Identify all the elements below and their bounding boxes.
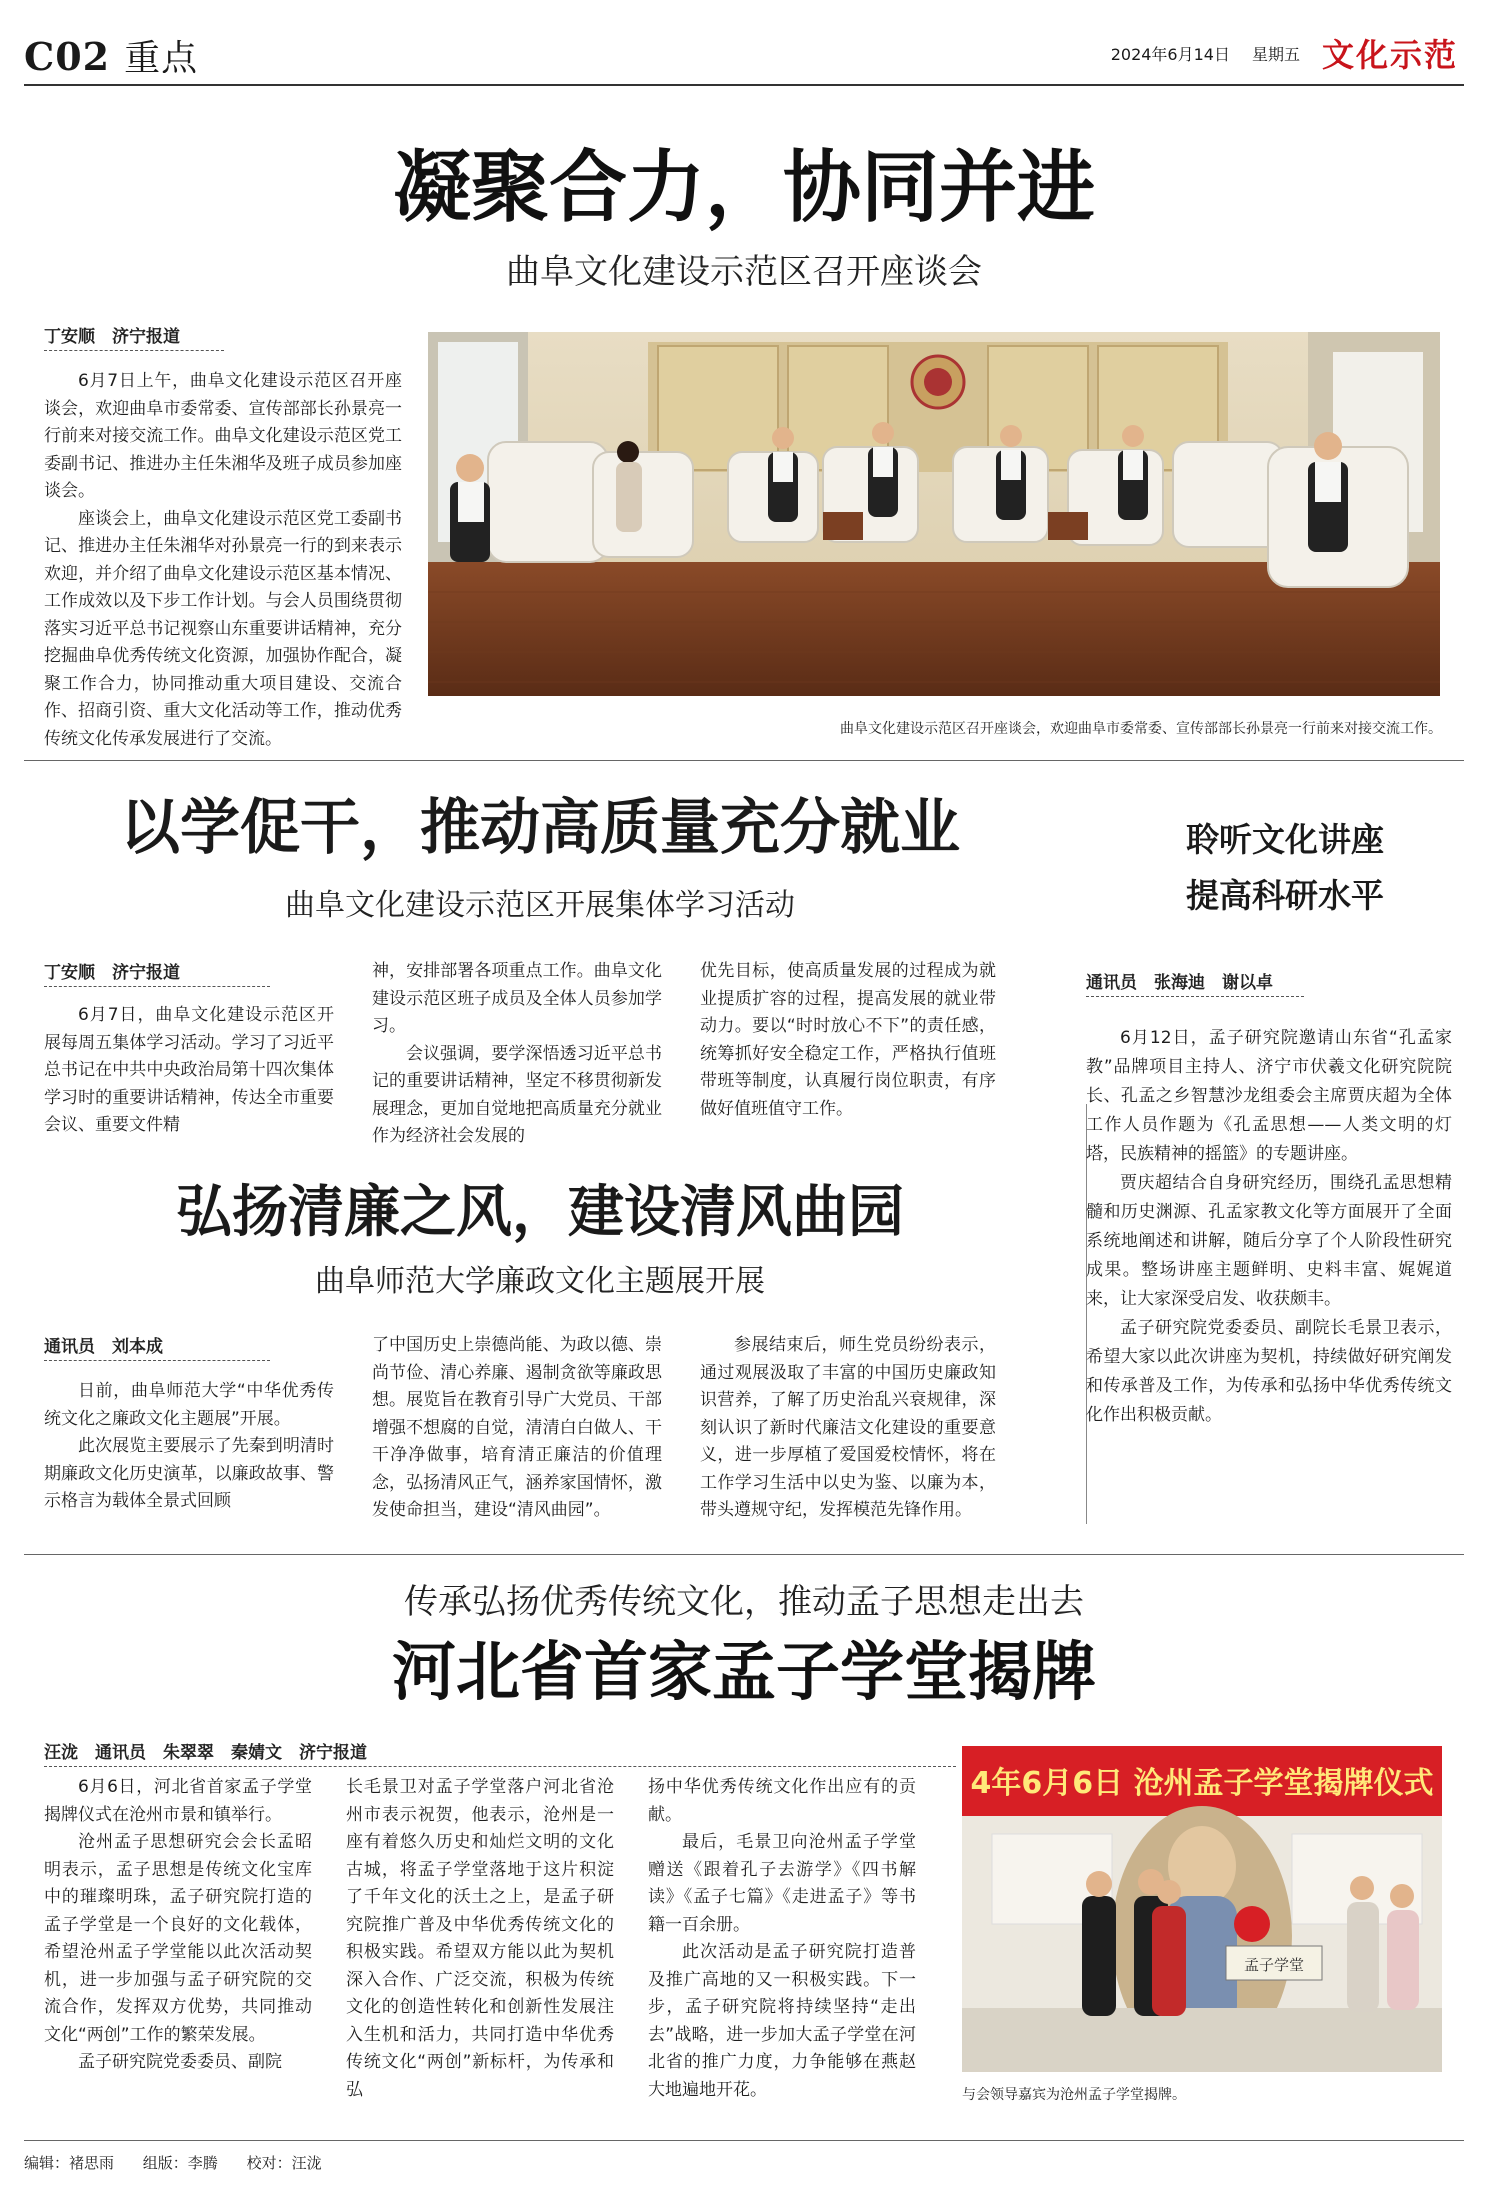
footer-layout: 组版：李腾 [142, 2154, 218, 2172]
article5-title: 河北省首家孟子学堂揭牌 [392, 1635, 1096, 1710]
section-divider [24, 760, 1464, 761]
unveiling-banner-text: 4年6月6日 沧州孟子学堂揭牌仪式 [970, 1766, 1434, 1801]
article4-paragraph: 了中国历史上崇德尚能、为政以德、崇尚节俭、清心养廉、遏制贪欲等廉政思想。展览旨在教育引导广大党员、干部增强不想腐的自觉，清清白白做人、干干净净做事，培育清正廉洁的价值理念，弘扬清风正气，涵养家国情怀，激发使命担当，建设“清风曲园”。 [372, 1335, 662, 1520]
meeting-photo-caption: 曲阜文化建设示范区召开座谈会，欢迎曲阜市委常委、宣传部部长孙景亮一行前来对接交流工作。 [840, 721, 1442, 737]
page-header-left [24, 30, 198, 81]
article1-title: 凝聚合力，协同并进 [392, 142, 1095, 233]
article4-paragraph: 参展结束后，师生党员纷纷表示，通过观展汲取了丰富的中国历史廉政知识营养，了解了历史治乱兴衰规律，深刻认识了新时代廉洁文化建设的重要意义，进一步厚植了爱国爱校情怀，将在工作学习生活中以史为鉴、以廉为本，带头遵规守纪，发挥模范先锋作用。 [700, 1335, 996, 1520]
issue-date: 2024年6月14日 [1110, 44, 1230, 64]
article2-paragraph: 神，安排部署各项重点工作。曲阜文化建设示范区班子成员及全体人员参加学习。 [372, 961, 662, 1036]
article2-col3 [700, 958, 996, 1123]
article5-paragraph: 孟子研究院党委委员、副院 [78, 2052, 282, 2072]
article5-kicker: 传承弘扬优秀传统文化，推动孟子思想走出去 [404, 1582, 1084, 1622]
article1-byline-rule [44, 350, 224, 351]
article5-byline-rule [44, 1766, 956, 1767]
article4-byline: 通讯员 刘本成 [44, 1337, 163, 1357]
article4-col2 [372, 1332, 662, 1525]
footer-rule [24, 2140, 1464, 2141]
issue-weekday: 星期五 [1251, 44, 1300, 64]
article3-byline-rule [1086, 996, 1304, 997]
article3-byline: 通讯员 张海迪 谢以卓 [1086, 973, 1273, 993]
meeting-photo-illustration [428, 332, 1440, 696]
plaque-text: 孟子学堂 [1243, 1956, 1304, 1974]
article5-paragraph: 扬中华优秀传统文化作出应有的贡献。 [648, 1777, 916, 1825]
article4-paragraph: 此次展览主要展示了先秦到明清时期廉政文化历史演革，以廉政故事、警示格言为载体全景式回顾 [44, 1436, 334, 1511]
masthead-logo: 文化示范 [1321, 36, 1458, 74]
article2-byline-rule [44, 986, 270, 987]
article1-paragraph: 座谈会上，曲阜文化建设示范区党工委副书记、推进办主任朱湘华对孙景亮一行的到来表示欢迎，并介绍了曲阜文化建设示范区基本情况、工作成效以及下步工作计划。与会人员围绕贯彻落实习近平总书记视察山东重要讲话精神，充分挖掘曲阜优秀传统文化资源，加强协作配合，凝聚工作合力，协同推动重大项目建设、交流合作、招商引资、重大文化活动等工作，推动优秀传统文化传承发展进行了交流。 [44, 508, 402, 749]
article3-title-line2: 提高科研水平 [1186, 876, 1384, 915]
footer-proof: 校对：汪泷 [246, 2154, 322, 2172]
article5-col1 [44, 1774, 312, 2077]
article1-paragraph: 6月7日上午，曲阜文化建设示范区召开座谈会，欢迎曲阜市委常委、宣传部部长孙景亮一行前来对接交流工作。曲阜文化建设示范区党工委副书记、推进办主任朱湘华及班子成员参加座谈会。 [44, 371, 402, 501]
article5-paragraph: 此次活动是孟子研究院打造普及推广高地的又一积极实践。下一步，孟子研究院将持续坚持“走出去”战略，进一步加大孟子学堂在河北省的推广力度，力争能够在燕赵大地遍地开花。 [648, 1942, 916, 2100]
article2-title: 以学促干，推动高质量充分就业 [120, 793, 960, 863]
meeting-photo [428, 332, 1440, 696]
article3-title-line1: 聆听文化讲座 [1186, 820, 1384, 859]
article5-byline: 汪泷 通讯员 朱翠翠 秦婧文 济宁报道 [44, 1743, 367, 1763]
article4-title: 弘扬清廉之风，建设清风曲园 [176, 1179, 904, 1245]
article3-paragraph: 孟子研究院党委委员、副院长毛景卫表示，希望大家以此次讲座为契机，持续做好研究阐发和传承普及工作，为传承和弘扬中华优秀传统文化作出积极贡献。 [1086, 1318, 1452, 1425]
article5-paragraph: 6月6日，河北省首家孟子学堂揭牌仪式在沧州市景和镇举行。 [44, 1777, 312, 1825]
article5-col3 [648, 1774, 916, 2104]
page-header-right [1111, 30, 1458, 76]
article2-byline: 丁安顺 济宁报道 [44, 963, 180, 983]
article4-col1 [44, 1378, 334, 1516]
article3-body [1086, 1024, 1452, 1430]
unveiling-photo-caption: 与会领导嘉宾为沧州孟子学堂揭牌。 [962, 2087, 1186, 2103]
article3-paragraph: 6月12日，孟子研究院邀请山东省“孔孟家教”品牌项目主持人、济宁市伏羲文化研究院院长、孔孟之乡智慧沙龙组委会主席贾庆超为全体工作人员作题为《孔孟思想——人类文明的灯塔，民族精神的摇篮》的专题讲座。 [1086, 1028, 1452, 1164]
article2-paragraph: 6月7日，曲阜文化建设示范区开展每周五集体学习活动。学习了习近平总书记在中共中央政治局第十四次集体学习时的重要讲话精神，传达全市重要会议、重要文件精 [44, 1005, 334, 1135]
footer-editor: 编辑：褚思雨 [24, 2154, 115, 2172]
article5-paragraph: 长毛景卫对孟子学堂落户河北省沧州市表示祝贺，他表示，沧州是一座有着悠久历史和灿烂文明的文化古城，将孟子学堂落地于这片积淀了千年文化的沃土之上，是孟子研究院推广普及中华优秀传统文化的积极实践。希望双方能以此为契机深入合作、广泛交流，积极为传统文化的创造性转化和创新性发展注入生机和活力，共同打造中华优秀传统文化“两创”新标杆，为传承和弘 [346, 1777, 614, 2100]
article4-paragraph: 日前，曲阜师范大学“中华优秀传统文化之廉政文化主题展”开展。 [44, 1381, 334, 1429]
article5-paragraph: 最后，毛景卫向沧州孟子学堂赠送《跟着孔子去游学》《四书解读》《孟子七篇》《走进孟子》等书籍一百余册。 [648, 1832, 916, 1935]
article2-subtitle: 曲阜文化建设示范区开展集体学习活动 [285, 888, 795, 923]
article1-body [44, 368, 402, 753]
article2-col2 [372, 958, 662, 1151]
section-divider [24, 1554, 1464, 1555]
article4-byline-rule [44, 1360, 270, 1361]
header-rule [24, 84, 1464, 86]
page-code: C02 [24, 34, 111, 79]
section-name: 重点 [124, 38, 199, 79]
article2-paragraph: 优先目标，使高质量发展的过程成为就业提质扩容的过程，提高发展的就业带动力。要以“时时放心不下”的责任感，统筹抓好安全稳定工作，严格执行值班带班等制度，认真履行岗位职责，有序做好值班值守工作。 [700, 961, 996, 1119]
article2-paragraph: 会议强调，要学深悟透习近平总书记的重要讲话精神，坚定不移贯彻新发展理念，更加自觉地把高质量充分就业作为经济社会发展的 [372, 1043, 662, 1146]
article4-subtitle: 曲阜师范大学廉政文化主题展开展 [315, 1264, 765, 1299]
page-footer [24, 2152, 346, 2173]
article2-col1 [44, 1002, 334, 1140]
article5-paragraph: 沧州孟子思想研究会会长孟昭明表示，孟子思想是传统文化宝库中的璀璨明珠，孟子研究院打造的孟子学堂是一个良好的文化载体，希望沧州孟子学堂能以此次活动契机，进一步加强与孟子研究院的交流合作，发挥双方优势，共同推动文化“两创”工作的繁荣发展。 [44, 1832, 312, 2045]
article5-col2 [346, 1774, 614, 2104]
article1-subtitle: 曲阜文化建设示范区召开座谈会 [506, 252, 982, 292]
article3-title [1090, 812, 1480, 924]
article3-paragraph: 贾庆超结合自身研究经历，围绕孔孟思想精髓和历史渊源、孔孟家教文化等方面展开了全面系统地阐述和讲解，随后分享了个人阶段性研究成果。整场讲座主题鲜明、史料丰富、娓娓道来，让大家深受启发、收获颇丰。 [1086, 1173, 1452, 1309]
unveiling-photo [962, 1746, 1442, 2072]
article4-col3 [700, 1332, 996, 1525]
article1-byline: 丁安顺 济宁报道 [44, 327, 180, 347]
